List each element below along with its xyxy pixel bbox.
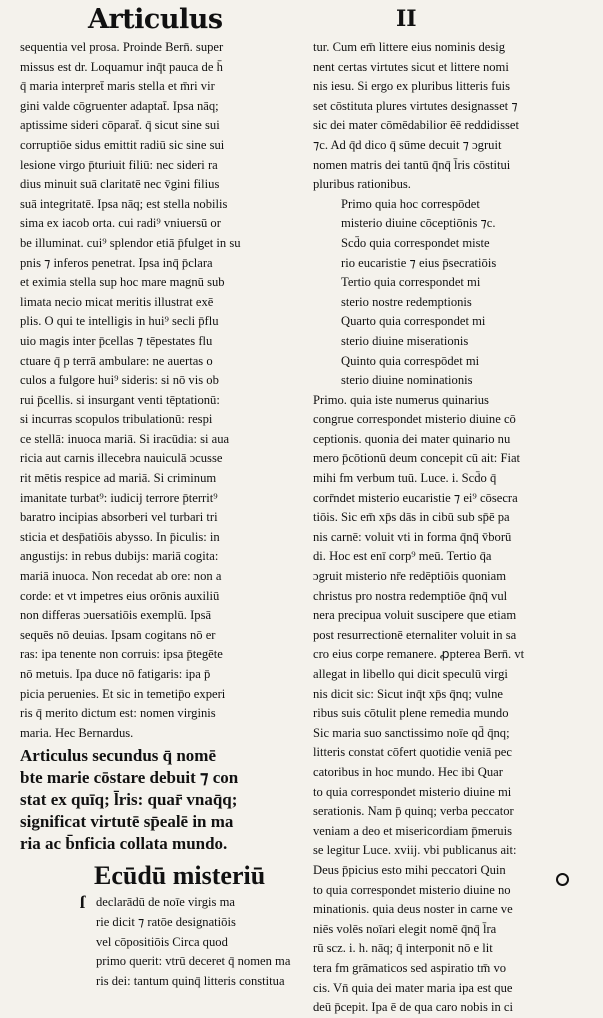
ornament-circle [556,873,569,886]
text-line: ⁊c. Ad q̄d dico q̄ sūme decuit ⁊ ɔgruit [313,137,502,152]
text-line: mariā inuoca. Non recedat ab ore: non a [20,569,222,584]
list-item: Tertio quia correspondet mi [341,275,481,290]
text-line: nō metuis. Ipa duce nō fatigaris: ipa p̄ [20,667,211,681]
text-line: nis carnē: voluit vti in forma q̄nq̄ v̄borū [313,529,512,544]
text-line: rui p̄cellis. si insurgant venti tēptationū: [20,392,220,407]
heading-line: Articulus secundus q̄ nomē [20,746,217,766]
text-line: ris dei: tantum quinq̄ litteris constitua [96,973,285,988]
text-line: nomen matris dei tantū q̄nq̄ l̄ris cōstitui [313,157,511,172]
list-item: Quinto quia correspōdet mi [341,353,480,368]
right-text-block [313,38,585,195]
text-line: gini valde cōgruenter adaptat̄. Ipsa nāq; [20,98,219,113]
text-line: baratro incipias absorberi vel turbari tri [20,510,218,525]
list-item: Primo quia hoc correspōdet [341,196,480,211]
text-line: Primo. quia iste numerus quinarius [313,392,489,407]
indented-paragraph [20,893,292,991]
folio-number: II [396,6,417,32]
text-line: ricia aut carnis illecebra nauiculā ɔcusse [20,451,223,466]
text-line: declarādū de noīe virgis ma [96,895,235,910]
text-line: Deus p̄picius esto mihi peccatori Quin [313,862,506,877]
text-line: cro eius corpe remanere. ꝓpterea Bern̄. vt [313,647,525,662]
text-line: si incurras scopulos tribulationū: respi [20,412,213,427]
text-line: ras: ipa tenente non corruis: ipsa p̄tegēte [20,647,223,662]
text-line: di. Hoc est enī corp⁹ meū. Tertio q̄a [313,549,492,564]
text-line: rit mētis respice ad mariā. Si criminum [20,471,217,486]
list-item: misterio diuine cōceptiōnis ⁊c. [341,216,496,231]
text-line: mihi fm verbum tuū. Luce. i. Scd̄o q̄ [313,471,497,486]
text-line: imanitate turbat⁹: iudicij terrore p̄territ⁹ [20,490,218,505]
text-line: corr̄ndet misterio eucaristie ⁊ ei⁹ cōsecra [313,490,518,505]
text-line: Sic maria suo sanctissimo noīe qd̄ q̄nq; [313,725,510,740]
text-line: rie dicit ⁊ ratōe designatiōis [96,914,236,929]
text-line: et eximia stella sup hoc mare magnū sub [20,275,225,290]
text-line: nis iesu. Si ergo ex pluribus litteris fuis [313,79,511,94]
indented-lines [20,893,292,991]
text-line: tera fm grāmaticos sed aspiratio tm̄ vo [313,960,507,975]
left-column [20,38,292,991]
text-line: pnis ⁊ inferos penetrat. Ipsa inq̄ p̄clara [20,255,213,270]
text-line: niēs volēs noīari elegit nomē q̄nq̄ l̄ra [313,921,497,936]
list-item: sterio diuine miserationis [341,333,469,348]
running-title: Articulus [88,4,223,35]
text-line: plis. O qui te intelligis in hui⁹ secli p̄flu [20,314,219,329]
right-text-block-continued [313,391,585,1018]
left-text-block [20,38,292,743]
text-line: ribus suis cōtulit plene remedia mundo [313,706,509,721]
heading-line: significat virtutē sp̄ealē in ma [20,812,234,832]
text-line: minationis. quia deus noster in carne ve [313,902,513,917]
text-line: picia peruenies. Et sic in temetip̄o experi [20,686,226,701]
text-line: congrue correspondet misterio diuine cō [313,412,516,427]
text-line: aptissime sideri cōparat̄. q̄ sicut sine sui [20,118,220,133]
section-title: Ecūdū misteriū [94,861,266,891]
enumerated-list [313,195,585,391]
text-line: to quia correspondet misterio diuine mi [313,784,512,799]
list-item: sterio nostre redemptionis [341,294,472,309]
article-heading [20,745,292,855]
text-line: serationis. Nam p̄ quinq; verba peccator [313,804,514,819]
text-line: tur. Cum em̄ littere eius nominis desig [313,40,506,54]
text-line: veniam a deo et misericordiam p̄meruis [313,823,512,838]
text-line: mero p̄cōtionū deum concepit cū ait: Fiat [313,451,521,466]
text-line: nent certas virtutes sicut et littere nomi [313,59,509,74]
text-line: pluribus rationibus. [313,177,411,192]
text-line: ce stellā: inuoca mariā. Si iracūdia: si aua [20,431,230,446]
text-line: tiōis. Sic em̄ xp̄s dās in cibū sub sp̄ē pa [313,510,510,525]
text-line: set cōstituta plures virtutes designasset ⁊ [313,98,518,113]
text-line: cis. Vn̄ quia dei mater maria ipa est que [313,980,513,995]
list-item: sterio diuine nominationis [341,373,473,388]
text-line: sequēs nō deuias. Ipsam cogitans nō er [20,627,216,642]
text-line: litteris constat cōfert quotidie veniā pec [313,745,512,760]
text-line: deū p̄cepit. Ipa ē de qua caro nobis in ci [313,1000,514,1015]
text-line: rū scz. i. h. nāq; q̄ interponit nō e lit [313,941,493,956]
marginal-note: ſ [80,892,86,913]
text-line: maria. Hec Bernardus. [20,725,134,740]
text-line: suā integritatē. Ipsa nāq; est stella nobilis [20,196,228,211]
text-line: catoribus in hoc mundo. Hec ibi Quar [313,764,503,779]
text-line: sic dei mater cōmēdabilior ēē reddidisset [313,118,519,133]
heading-line: bte marie cōstare debuit ⁊ con [20,768,239,788]
text-line: be illuminat. cui⁹ splendor etiā p̄fulget in su [20,235,241,250]
text-line: post resurrectionē eternaliter voluit in sa [313,627,517,642]
text-line: ctuare q̄ p terrā ambulare: ne auertas o [20,353,213,368]
text-line: sticia et desp̄atiōis abysso. In p̄iculis: in [20,529,220,544]
text-line: culos a fulgore hui⁹ sideris: si nō vis ob [20,373,219,388]
text-line: nis dicit sic: Sicut inq̄t xp̄s q̄nq; vulne [313,686,503,701]
text-line: sequentia vel prosa. Proinde Bern̄. super [20,40,224,54]
right-column [313,38,585,1018]
text-line: non differas ɔuersatiōis exemplū. Ipsā [20,608,212,623]
text-line: dius minuit suā claritatē nec v̄gini filius [20,177,220,192]
text-line: angustijs: in rebus dubijs: mariā cogita: [20,549,219,564]
text-line: uio magis inter p̄cellas ⁊ tēpestates flu [20,333,213,348]
text-line: allegat in libello qui dicit speculū virgi [313,667,508,681]
text-line: corruptiōe sidus emittit radiū sic sine sui [20,137,225,152]
text-line: limata necio micat meritis illustrat exē [20,294,214,309]
text-line: lesione virgo p̄turiuit filiū: nec sideri ra [20,157,218,172]
text-line: primo querit: vtrū deceret q̄ nomen ma [96,954,291,969]
heading-line: ria ac b̄nficia collata mundo. [20,834,228,854]
text-line: vel cōpositiōis Circa quod [96,934,228,949]
list-item: rio eucaristie ⁊ eius p̄secratiōis [341,255,497,270]
list-item: Scd̄o quia correspondet miste [341,235,490,250]
text-line: corde: et vt impetres eius orōnis auxiliū [20,588,220,603]
text-line: se legitur Luce. xviij. vbi publicanus ait: [313,843,517,858]
list-item: Quarto quia correspondet mi [341,314,486,329]
text-line: sima ex iacob orta. cui radi⁹ vniuersū or [20,216,221,231]
heading-line: stat ex quīq; l̄ris: quar̄ vnaq̄q; [20,790,238,810]
text-line: to quia correspondet misterio diuine no [313,882,511,897]
text-line: ris q̄ merito dictum est: nomen virginis [20,706,216,721]
text-line: christus pro nostra redemptiōe q̄nq̄ vul [313,588,508,603]
text-line: q̄ maria interpret̄ maris stella et m̄ri vir [20,79,215,94]
text-line: nera precipua voluit suscipere que etiam [313,608,517,623]
text-line: ɔgruit misterio nr̄e redēptiōis quoniam [313,569,507,584]
text-line: ceptionis. quonia dei mater quinario nu [313,431,511,446]
text-line: missus est dr. Loquamur inq̄t pauca de h̄ [20,59,223,74]
